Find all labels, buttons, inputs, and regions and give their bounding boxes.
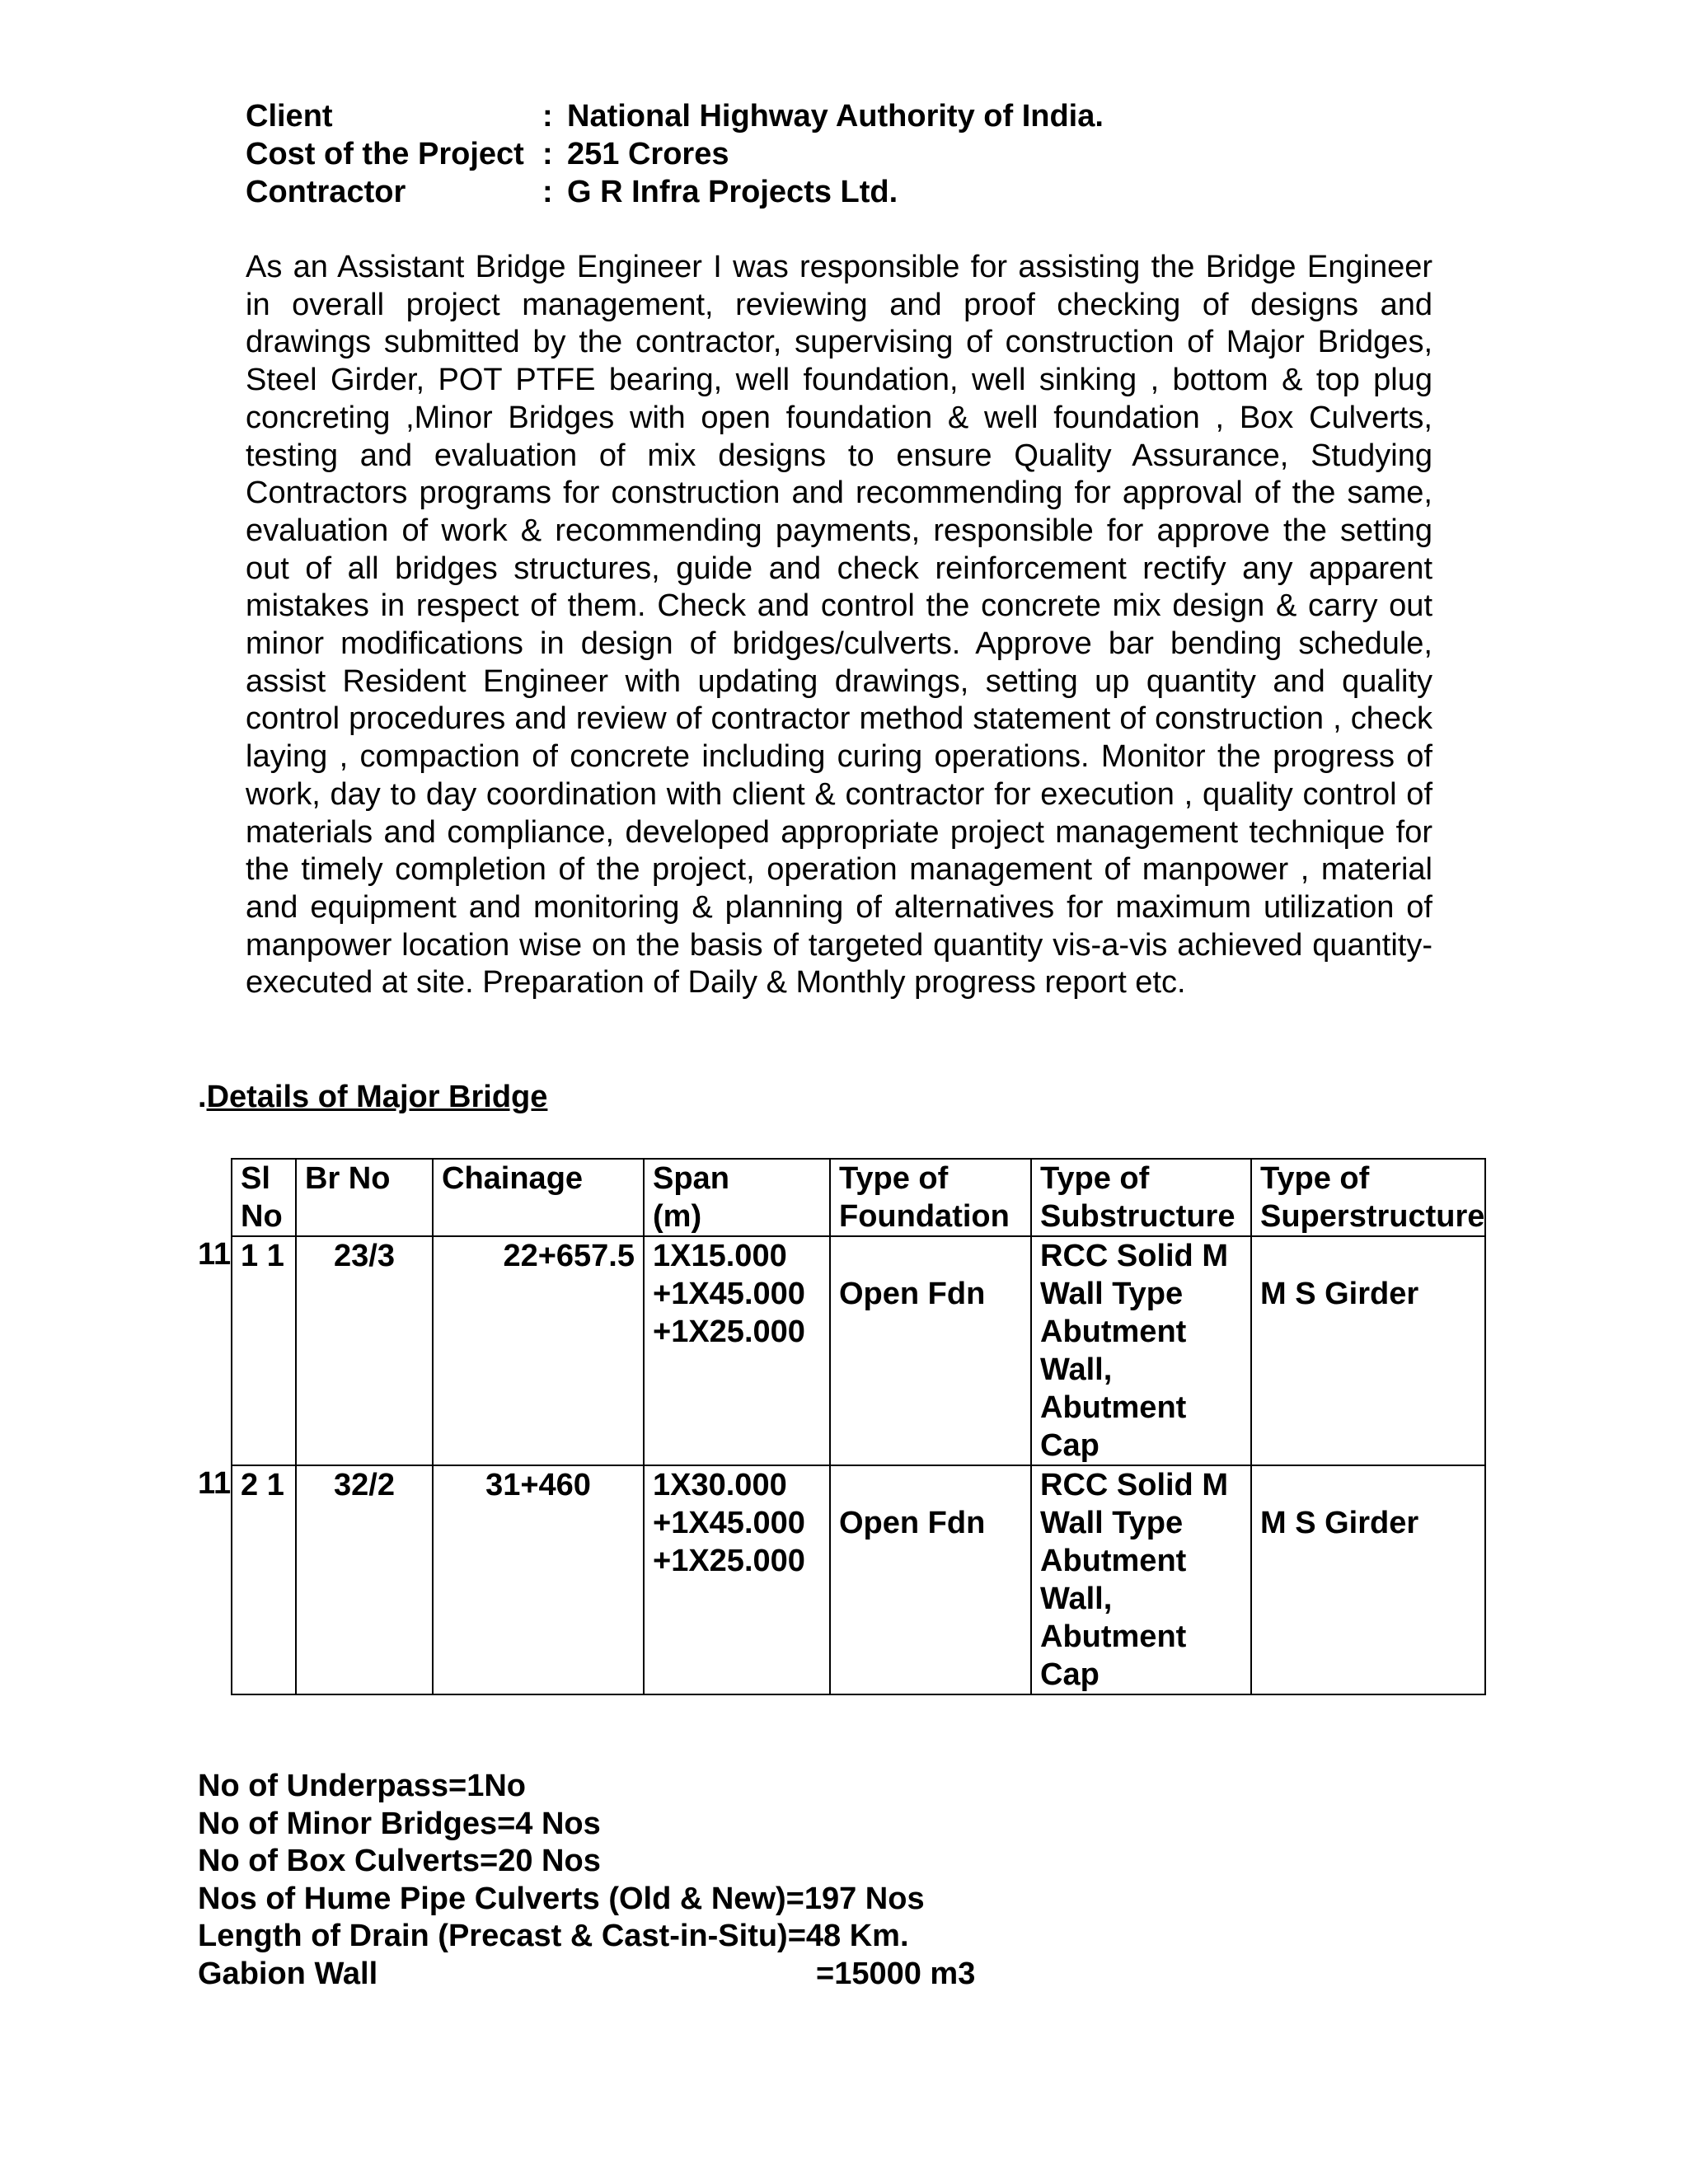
summary-underpass: No of Underpass=1No — [198, 1769, 527, 1803]
table-row — [232, 1465, 1485, 1694]
summary-block — [198, 1768, 975, 1993]
substructure-line: Wall, — [1040, 1582, 1113, 1616]
row-prefix: 11 — [198, 1237, 232, 1272]
major-bridge-table — [231, 1158, 1486, 1695]
header-foundation — [830, 1159, 1031, 1236]
header-sl-line1: Sl — [241, 1161, 270, 1196]
header-substructure-line1: Type of — [1040, 1161, 1150, 1196]
cost-row — [246, 135, 1104, 173]
span-line: +1X45.000 — [653, 1506, 805, 1540]
span-line: +1X25.000 — [653, 1315, 805, 1349]
cell-sl: 1 1 — [232, 1236, 296, 1465]
substructure-line: RCC Solid M — [1040, 1239, 1228, 1273]
substructure-line: Wall Type — [1040, 1277, 1184, 1311]
span-line: +1X45.000 — [653, 1277, 805, 1311]
client-row — [246, 97, 1104, 135]
substructure-line: Abutment — [1040, 1390, 1187, 1425]
cell-substructure — [1031, 1465, 1251, 1694]
span-line: 1X15.000 — [653, 1239, 787, 1273]
cost-value: 251 Crores — [567, 137, 729, 171]
span-line: +1X25.000 — [653, 1544, 805, 1578]
cost-label: Cost of the Project — [246, 137, 524, 171]
cell-superstructure — [1251, 1465, 1485, 1694]
superstructure-text: M S Girder — [1260, 1277, 1419, 1311]
header-chainage-text: Chainage — [442, 1161, 584, 1196]
cell-br-no: 23/3 — [296, 1236, 433, 1465]
project-info-block — [246, 97, 1104, 211]
cell-foundation — [830, 1465, 1031, 1694]
header-span-line1: Span — [653, 1161, 729, 1196]
substructure-line: Abutment — [1040, 1544, 1187, 1578]
substructure-line: Wall Type — [1040, 1506, 1184, 1540]
foundation-text: Open Fdn — [839, 1277, 986, 1311]
contractor-separator: : — [542, 175, 553, 209]
substructure-line: Wall, — [1040, 1352, 1113, 1387]
table-header-row — [232, 1159, 1485, 1236]
summary-drain: Length of Drain (Precast & Cast-in-Situ)=48 Km. — [198, 1919, 909, 1953]
cell-span — [644, 1465, 830, 1694]
section-title: Details of Major Bridge — [206, 1080, 548, 1114]
superstructure-text: M S Girder — [1260, 1506, 1419, 1540]
header-br-text: Br No — [305, 1161, 391, 1196]
client-label: Client — [246, 99, 333, 134]
client-separator: : — [542, 99, 553, 134]
client-value: National Highway Authority of India. — [567, 99, 1104, 134]
cell-br-no: 32/2 — [296, 1465, 433, 1694]
span-line: 1X30.000 — [653, 1468, 787, 1502]
responsibilities-paragraph: As an Assistant Bridge Engineer I was responsible for assisting the Bridge Engineer in overall project management, reviewing and proof checking of designs and drawings submitted by the contractor, supervising of construction of Major Bridges, Steel Girder, POT PTFE bearing, well foundation, well sinking , bottom & top plug concreting ,Minor Bridges with open foundation & well foundation , Box Culverts, testing and evaluation of mix designs to ensure Quality Assurance, Studying Contractors programs for construction and recommending for approval of the same, evaluation of work & recommending payments, responsible for approve the setting out of all bridges structures, guide and check reinforcement rectify any apparent mistakes in respect of them. Check and control the concrete mix design & carry out minor modifications in design of bridges/culverts. Approve bar bending schedule, assist Resident Engineer with updating drawings, setting up quantity and quality control procedures and review of contractor method statement of construction , check laying , compaction of concrete including curing operations. Monitor the progress of work, day to day coordination with client & contractor for execution , quality control of materials and compliance, developed appropriate project management technique for the timely completion of the project, operation management of manpower , material and equipment and monitoring & planning of alternatives for maximum utilization of manpower location wise on the basis of targeted quantity vis-a-vis achieved quantity-executed at site. Preparation of Daily & Monthly progress report etc. — [246, 250, 1432, 1001]
header-span — [644, 1159, 830, 1236]
summary-gabion — [198, 1956, 975, 1994]
substructure-line: Abutment — [1040, 1619, 1187, 1654]
header-superstructure-line2: Superstructure — [1260, 1199, 1485, 1234]
cell-chainage: 22+657.5 — [433, 1236, 644, 1465]
substructure-line: Cap — [1040, 1657, 1100, 1692]
header-substructure — [1031, 1159, 1251, 1236]
contractor-row — [246, 173, 1104, 211]
header-superstructure — [1251, 1159, 1485, 1236]
header-foundation-line1: Type of — [839, 1161, 949, 1196]
header-span-line2: (m) — [653, 1199, 702, 1234]
gabion-value: =15000 m3 — [816, 1956, 976, 1991]
cell-superstructure — [1251, 1236, 1485, 1465]
substructure-line: Cap — [1040, 1428, 1100, 1463]
row-prefix: 11 — [198, 1466, 232, 1501]
header-sl-line2: No — [241, 1199, 283, 1234]
cell-span — [644, 1236, 830, 1465]
foundation-text: Open Fdn — [839, 1506, 986, 1540]
table-row — [232, 1236, 1485, 1465]
summary-minor-bridges: No of Minor Bridges=4 Nos — [198, 1806, 601, 1841]
cell-chainage: 31+460 — [433, 1465, 644, 1694]
substructure-line: RCC Solid M — [1040, 1468, 1228, 1502]
header-br-no — [296, 1159, 433, 1236]
contractor-value: G R Infra Projects Ltd. — [567, 175, 898, 209]
summary-hume-pipe: Nos of Hume Pipe Culverts (Old & New)=197 Nos — [198, 1881, 925, 1916]
contractor-label: Contractor — [246, 175, 406, 209]
gabion-label: Gabion Wall — [198, 1956, 378, 1991]
header-substructure-line2: Substructure — [1040, 1199, 1236, 1234]
header-foundation-line2: Foundation — [839, 1199, 1010, 1234]
header-sl-no — [232, 1159, 296, 1236]
cell-foundation — [830, 1236, 1031, 1465]
cell-substructure — [1031, 1236, 1251, 1465]
cell-sl: 2 1 — [232, 1465, 296, 1694]
summary-box-culverts: No of Box Culverts=20 Nos — [198, 1844, 601, 1878]
section-prefix: . — [198, 1080, 207, 1114]
substructure-line: Abutment — [1040, 1315, 1187, 1349]
header-chainage — [433, 1159, 644, 1236]
header-superstructure-line1: Type of — [1260, 1161, 1370, 1196]
cost-separator: : — [542, 137, 553, 171]
section-heading — [198, 1080, 547, 1115]
